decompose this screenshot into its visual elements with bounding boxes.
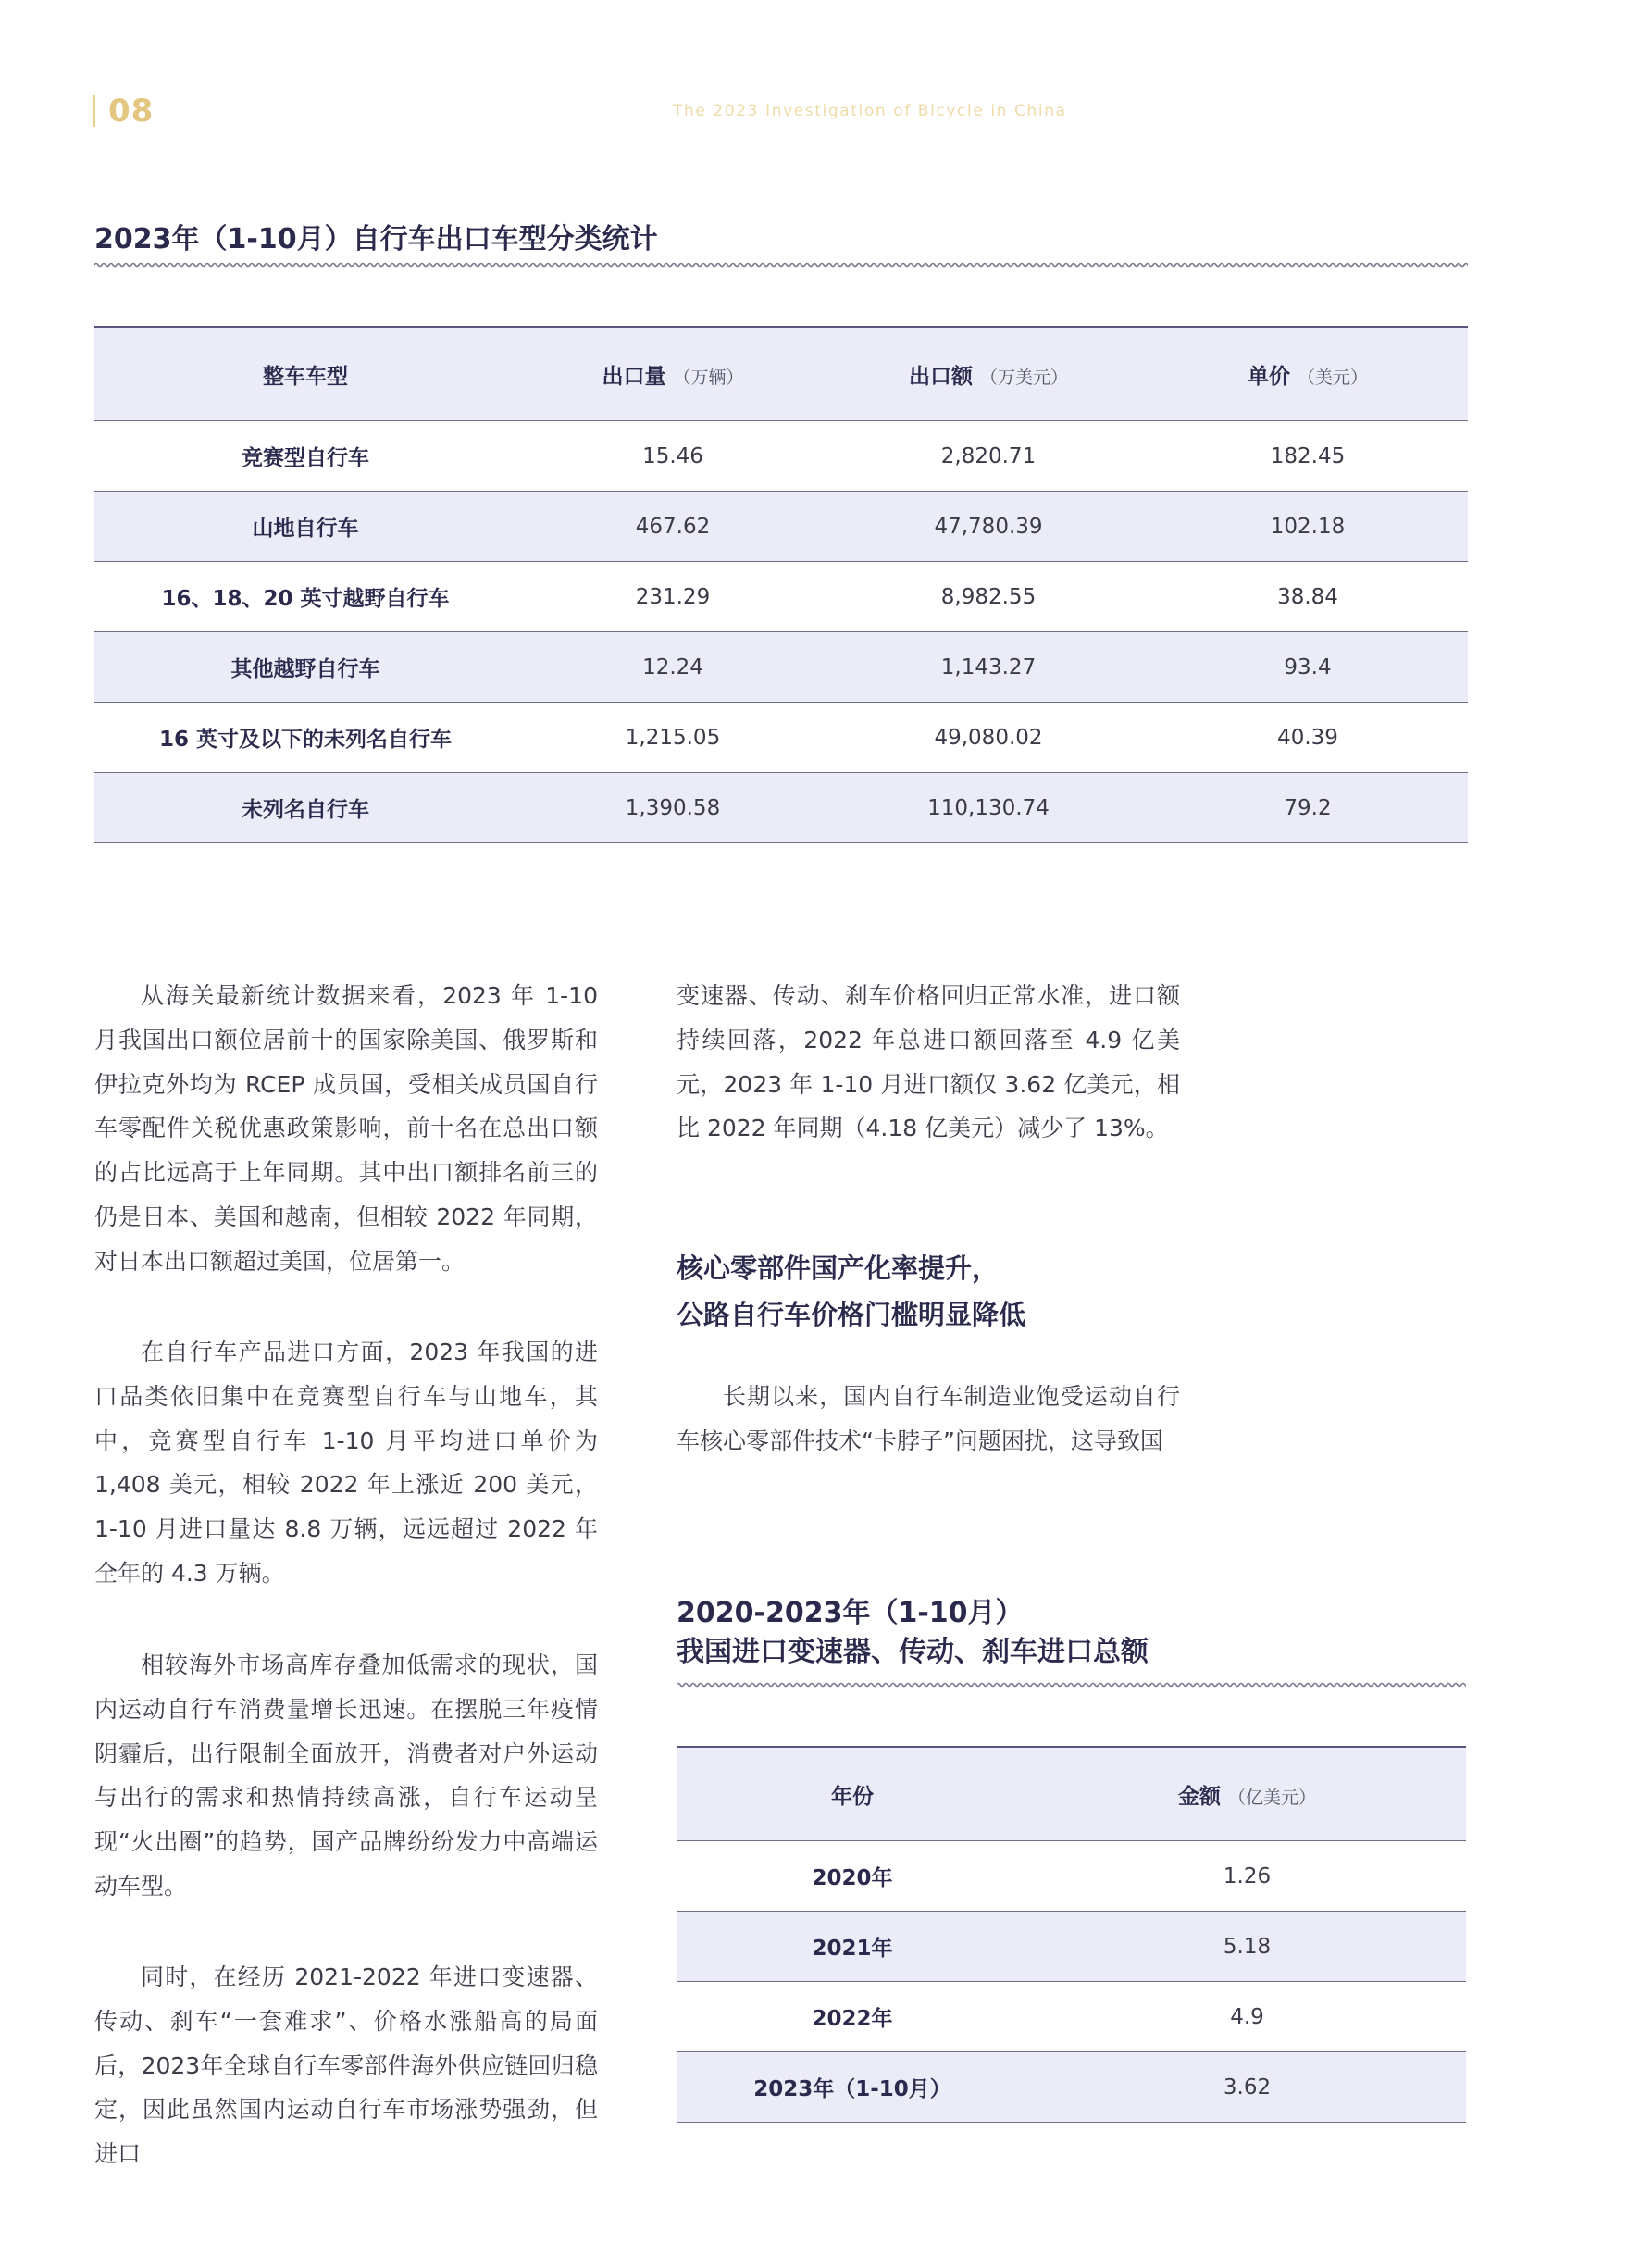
table-row: [94, 562, 1468, 632]
left-paragraph-1: 从海关最新统计数据来看，2023 年 1-10 月我国出口额位居前十的国家除美国、俄罗斯和伊拉克外均为 RCEP 成员国，受相关成员国自行车零配件关税优惠政策影响，前十名在总出口额的占比远高于上年同期。其中出口额排名前三的仍是日本、美国和越南，但相较 2022 年同期，对日本出口额超过美国，位居第一。: [94, 982, 598, 1275]
left-paragraph-4: 同时，在经历 2021-2022 年进口变速器、传动、刹车“一套难求”、价格水涨船高的局面后，2023年全球自行车零部件海外供应链回归稳定，因此虽然国内运动自行车市场涨势强劲，但进口: [94, 1963, 598, 2168]
table-cell: 47,780.39: [829, 492, 1148, 562]
table-cell: 49,080.02: [829, 703, 1148, 773]
table2-title-wave: [677, 1679, 1466, 1690]
table-cell: 1,390.58: [516, 773, 829, 843]
table-cell: 其他越野自行车: [94, 632, 516, 703]
table1-header-price: 单价 （美元）: [1148, 327, 1468, 421]
table1-title: 2023年（1-10月）自行车出口车型分类统计: [94, 223, 658, 255]
table2-title-line2: 我国进口变速器、传动、刹车进口总额: [677, 1636, 1149, 1668]
table2-header-amount: 金额 （亿美元）: [1028, 1747, 1466, 1841]
table2-header-row: [677, 1747, 1466, 1841]
right-subheading-line1: 核心零部件国产化率提升，: [677, 1252, 1000, 1284]
table-cell: 2020年: [677, 1841, 1028, 1912]
table-row: [677, 2052, 1466, 2123]
table1-header-value: 出口额 （万美元）: [829, 327, 1148, 421]
page-number-text: 08: [108, 93, 155, 130]
right-continuation-paragraph: 变速器、传动、刹车价格回归正常水准，进口额持续回落，2022 年总进口额回落至 4.9 亿美元，2023 年 1-10 月进口额仅 3.62 亿美元，相比 2022 年同期（4.18 亿美元）减少了 13%。: [677, 982, 1180, 1142]
table-cell: 231.29: [516, 562, 829, 632]
table-row: [677, 1912, 1466, 1982]
table-cell: 2022年: [677, 1982, 1028, 2052]
right-subheading-line2: 公路自行车价格门槛明显降低: [677, 1299, 1026, 1330]
table-cell: 山地自行车: [94, 492, 516, 562]
table-row: [677, 1841, 1466, 1912]
table-cell: 4.9: [1028, 1982, 1466, 2052]
page-number: [93, 93, 154, 130]
left-paragraph-2: 在自行车产品进口方面，2023 年我国的进口品类依旧集中在竞赛型自行车与山地车，其中，竞赛型自行车 1-10 月平均进口单价为 1,408 美元，相较 2022 年上涨近 200 美元，1-10 月进口量达 8.8 万辆，远远超过 2022 年全年的 4.3 万辆。: [94, 1339, 598, 1587]
page-number-bar: [93, 95, 95, 127]
table-cell: 79.2: [1148, 773, 1468, 843]
table-cell: 93.4: [1148, 632, 1468, 703]
table-cell: 竞赛型自行车: [94, 421, 516, 492]
table-cell: 5.18: [1028, 1912, 1466, 1982]
right-subheading: [677, 1245, 1025, 1338]
table-cell: 467.62: [516, 492, 829, 562]
table-cell: 40.39: [1148, 703, 1468, 773]
table-cell: 1,143.27: [829, 632, 1148, 703]
table-cell: 38.84: [1148, 562, 1468, 632]
table-cell: 3.62: [1028, 2052, 1466, 2123]
table-cell: 1.26: [1028, 1841, 1466, 1912]
table-cell: 16 英寸及以下的未列名自行车: [94, 703, 516, 773]
table-row: [677, 1982, 1466, 2052]
table1-title-wave: [94, 259, 1468, 270]
running-title: The 2023 Investigation of Bicycle in China: [673, 102, 1067, 120]
table-cell: 12.24: [516, 632, 829, 703]
table-cell: 102.18: [1148, 492, 1468, 562]
table-cell: 8,982.55: [829, 562, 1148, 632]
table2-header-year: 年份: [677, 1747, 1028, 1841]
table-row: [94, 492, 1468, 562]
table-cell: 2021年: [677, 1912, 1028, 1982]
table-cell: 未列名自行车: [94, 773, 516, 843]
table1: [94, 326, 1468, 843]
table1-header-row: [94, 327, 1468, 421]
table-cell: 16、18、20 英寸越野自行车: [94, 562, 516, 632]
table2-title: [677, 1594, 1149, 1672]
table2-title-line1: 2020-2023年（1-10月）: [677, 1597, 1024, 1629]
table-cell: 1,215.05: [516, 703, 829, 773]
left-paragraph-3: 相较海外市场高库存叠加低需求的现状，国内运动自行车消费量增长迅速。在摆脱三年疫情阴霾后，出行限制全面放开，消费者对户外运动与出行的需求和热情持续高涨，自行车运动呈现“火出圈”的趋势，国产品牌纷纷发力中高端运动车型。: [94, 1651, 598, 1900]
table-cell: 2,820.71: [829, 421, 1148, 492]
table-cell: 110,130.74: [829, 773, 1148, 843]
table-row: [94, 703, 1468, 773]
table-cell: 15.46: [516, 421, 829, 492]
table1-header-volume: 出口量 （万辆）: [516, 327, 829, 421]
table-row: [94, 632, 1468, 703]
right-paragraph: 长期以来，国内自行车制造业饱受运动自行车核心零部件技术“卡脖子”问题困扰，这导致国: [677, 1383, 1180, 1454]
table-cell: 182.45: [1148, 421, 1468, 492]
table-row: [94, 421, 1468, 492]
table-cell: 2023年（1-10月）: [677, 2052, 1028, 2123]
table1-header-type: 整车车型: [94, 327, 516, 421]
table-row: [94, 773, 1468, 843]
table2: [677, 1746, 1466, 2123]
